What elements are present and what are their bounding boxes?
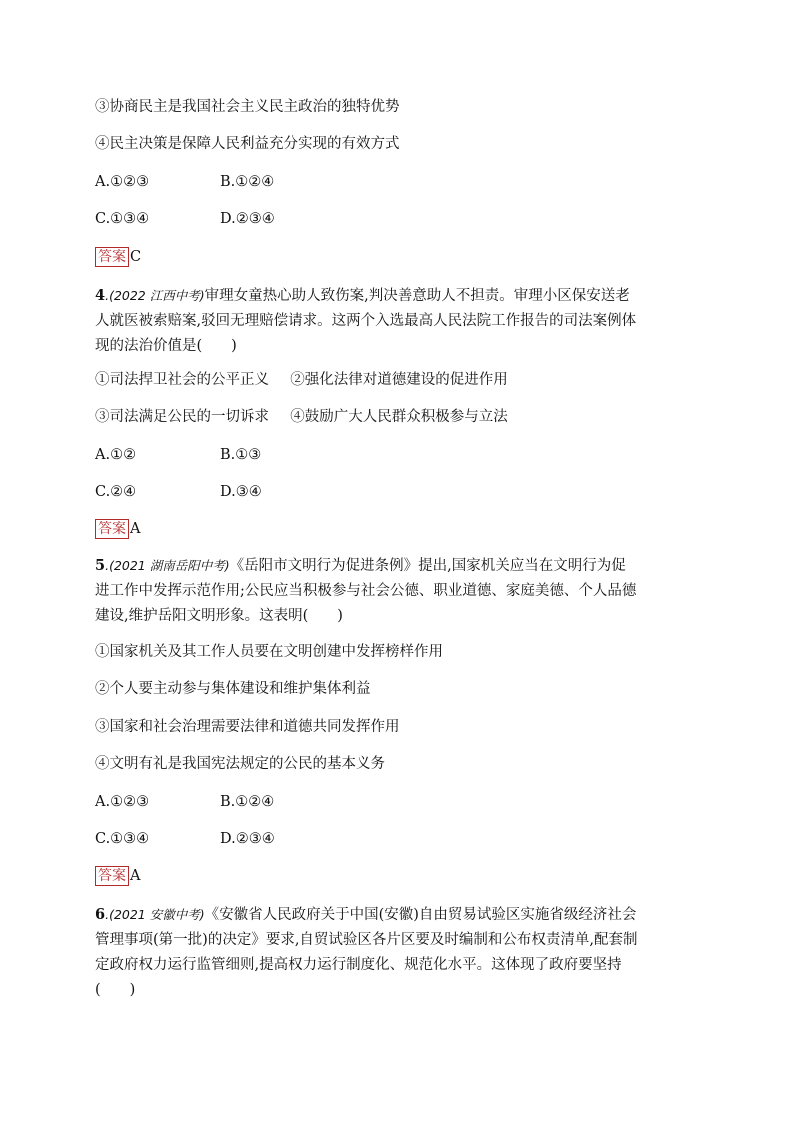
q4-choice-d: D.③④ [220, 484, 262, 500]
question-number: 5 [95, 557, 106, 574]
q5-option-1: ①国家机关及其工作人员要在文明创建中发挥榜样作用 [95, 644, 443, 660]
q4-option-3: ③司法满足公民的一切诉求 [95, 409, 269, 425]
question-source: .(2021 安徽中考) [105, 907, 205, 922]
answer-badge: 答案 [95, 247, 129, 267]
q4-stem [95, 283, 700, 359]
q3-option-4: ④民主决策是保障人民利益充分实现的有效方式 [95, 136, 400, 152]
q4-stem-line1: 审理女童热心助人致伤案,判决善意助人不担责。审理小区保安送老 [204, 288, 630, 304]
q5-option-4: ④文明有礼是我国宪法规定的公民的基本义务 [95, 756, 385, 772]
q5-stem-line1: 《岳阳市文明行为促进条例》提出,国家机关应当在文明行为促 [229, 558, 626, 574]
q4-stem-line2: 人就医被索赔案,驳回无理赔偿请求。这两个入选最高人民法院工作报告的司法案例体 [95, 313, 637, 329]
q3-choice-d: D.②③④ [220, 211, 275, 227]
q6-stem-line1: 《安徽省人民政府关于中国(安徽)自由贸易试验区实施省级经济社会 [204, 907, 637, 923]
question-number: 4 [95, 287, 106, 304]
answer-value: A [130, 868, 141, 884]
answer-value: A [130, 521, 141, 537]
q3-choice-c: C.①③④ [95, 211, 150, 227]
q5-choice-d: D.②③④ [220, 831, 275, 847]
q6-stem-line3: 定政府权力运行监管细则,提高权力运行制度化、规范化水平。这体现了政府要坚持 [95, 957, 622, 973]
q4-choice-c: C.②④ [95, 484, 137, 500]
q4-option-1: ①司法捍卫社会的公平正义 [95, 372, 269, 388]
q4-answer [95, 518, 140, 540]
q5-choice-c: C.①③④ [95, 831, 150, 847]
q3-option-3: ③协商民主是我国社会主义民主政治的独特优势 [95, 99, 400, 115]
answer-badge: 答案 [95, 866, 129, 886]
q5-option-2: ②个人要主动参与集体建设和维护集体利益 [95, 681, 371, 697]
q4-options-row1 [95, 369, 508, 391]
q5-stem-line2: 进工作中发挥示范作用;公民应当积极参与社会公德、职业道德、家庭美德、个人品德 [95, 583, 637, 599]
q4-options-row2 [95, 406, 508, 428]
q4-choice-a: A.①② [95, 447, 137, 463]
q3-answer [95, 246, 141, 268]
q4-stem-line3: 现的法治价值是( ) [95, 338, 237, 354]
q4-choice-b: B.①③ [220, 447, 262, 463]
q3-choice-a: A.①②③ [95, 174, 150, 190]
question-source: .(2022 江西中考) [105, 288, 205, 303]
q5-choice-b: B.①②④ [220, 794, 275, 810]
answer-value: C [130, 249, 142, 265]
q6-stem-line4: ( ) [95, 982, 136, 998]
q5-option-3: ③国家和社会治理需要法律和道德共同发挥作用 [95, 719, 400, 735]
q3-choice-b: B.①②④ [220, 174, 275, 190]
q5-choice-a: A.①②③ [95, 794, 150, 810]
q5-stem [95, 553, 700, 629]
q6-stem-line2: 管理事项(第一批)的决定》要求,自贸试验区各片区要及时编制和公布权责清单,配套制 [95, 932, 638, 948]
question-number: 6 [95, 906, 106, 923]
answer-badge: 答案 [95, 519, 129, 539]
q6-stem [95, 902, 700, 1003]
q5-answer [95, 865, 140, 887]
q4-option-2: ②强化法律对道德建设的促进作用 [290, 372, 508, 388]
question-source: .(2021 湖南岳阳中考) [105, 558, 230, 573]
q5-stem-line3: 建设,维护岳阳文明形象。这表明( ) [95, 608, 343, 624]
q4-option-4: ④鼓励广大人民群众积极参与立法 [290, 409, 508, 425]
